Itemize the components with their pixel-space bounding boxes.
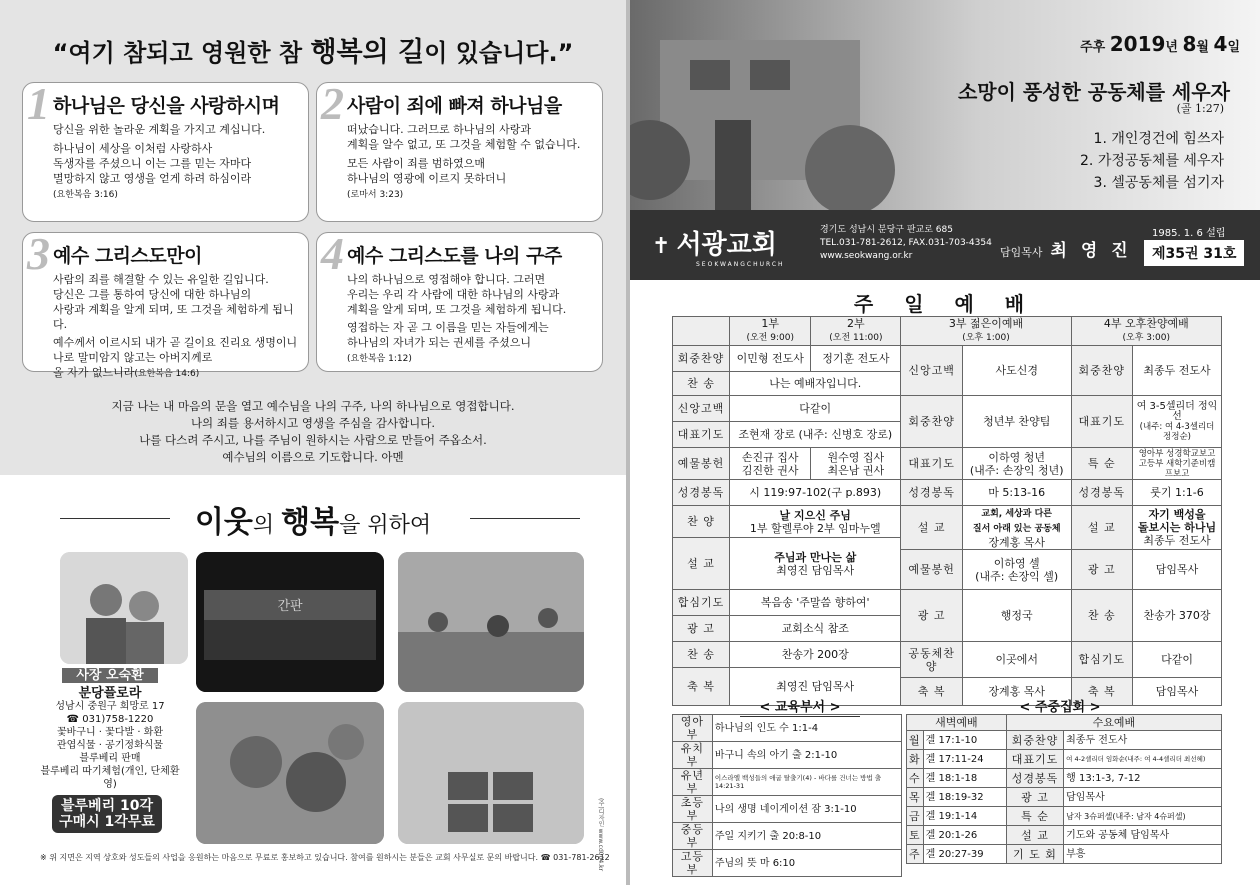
card-verse [347, 156, 592, 203]
card-number: 4 [321, 228, 344, 279]
row-label: 축 복 [1071, 678, 1132, 706]
dawn-reading: 겔 20:1-26 [923, 826, 1006, 845]
gospel-card-2 [316, 78, 603, 222]
table-cell: 최영진 담임목사 [730, 668, 901, 706]
row-label: 신앙고백 [901, 346, 962, 396]
table-corner [673, 317, 730, 346]
established-date: 1985. 1. 6 설립 [1152, 228, 1226, 239]
owner-line: 성남시 중원구 희망로 17 [55, 701, 165, 712]
shop-sign-text: 간판 [277, 599, 303, 614]
row-label: 신앙고백 [673, 396, 730, 422]
row-label: 회중찬양 [1071, 346, 1132, 396]
row-label: 성경봉독 [901, 480, 962, 506]
dept-name: 중등부 [673, 823, 713, 850]
table-cell [1133, 506, 1222, 550]
bulletin-date [1080, 32, 1240, 56]
promo-line: 구매시 1각무료 [59, 814, 155, 830]
service-3-header [901, 317, 1071, 346]
card-line: 사랑과 계획을 알게 되며, 또 그것을 체험하게 됩니다. [53, 303, 294, 331]
owner-line: 꽃바구니 · 꽃다발 · 화환 [56, 727, 163, 738]
card-number: 2 [321, 78, 344, 129]
wednesday-item: 여 4-2셀리더 임화순(내주: 여 4-4셀리더 최선혜) [1064, 750, 1222, 769]
card-line: 계획을 알게 되며, 또 그것을 체험하게 됩니다. [347, 303, 567, 316]
card-number: 3 [27, 228, 50, 279]
row-label: 설 교 [673, 538, 730, 590]
worship-table [672, 316, 1222, 706]
children-image [398, 552, 584, 692]
dawn-reading: 겔 17:11-24 [923, 750, 1006, 769]
card-line: 멸망하지 않고 영생을 얻게 하려 하심이라 [53, 172, 252, 185]
prayer-line: 나의 죄를 용서하시고 영생을 주심을 감사합니다. [190, 416, 436, 430]
cell-line: 1부 할렐루야 2부 임마누엘 [749, 521, 881, 535]
dept-name: 초등부 [673, 796, 713, 823]
owner-info [40, 668, 180, 791]
dept-name: 고등부 [673, 850, 713, 877]
right-page [630, 0, 1260, 885]
wednesday-item: 행 13:1-3, 7-12 [1064, 769, 1222, 788]
row-label: 합심기도 [1071, 642, 1132, 678]
blueberry-boxes-image [398, 702, 584, 844]
cell-line: (내주: 손장익 청년) [969, 463, 1064, 477]
dawn-reading: 겔 20:27-39 [923, 845, 1006, 864]
cell-line: 장계홍 목사 [988, 536, 1046, 549]
table-cell [730, 448, 811, 480]
dept-name: 영아부 [673, 715, 713, 742]
weekday: 목 [907, 788, 924, 807]
table-cell: 담임목사 [1133, 678, 1222, 706]
service-1-header [730, 317, 811, 346]
cell-line: (내주: 여 4-3셀리더 정정순) [1139, 421, 1215, 442]
date-prefix: 주후 [1080, 40, 1110, 55]
cell-line: 이하영 청년 [988, 450, 1046, 464]
cell-line: 돌보시는 하나님 [1137, 521, 1217, 534]
table-cell [962, 506, 1071, 550]
owner-photo [60, 552, 188, 664]
education-title: < 교육부서 > [740, 696, 860, 717]
worship-title: 주 일 예 배 [853, 292, 1037, 316]
card-verse [347, 320, 592, 367]
weekday: 금 [907, 807, 924, 826]
table-cell: 다같이 [730, 396, 901, 422]
card-line: 당신을 위한 놀라운 계획을 가지고 계십니다. [53, 123, 266, 136]
weekday: 토 [907, 826, 924, 845]
shop-night-photo [196, 552, 384, 692]
card-line: 영접하는 자 곧 그 이름을 믿는 자들에게는 [347, 321, 549, 334]
hero-banner [630, 0, 1260, 210]
card-line: 나로 말미암지 않고는 아버지께로 [53, 351, 213, 364]
card-title: 하나님은 당신을 사랑하시며 [53, 95, 280, 117]
weekday: 주 [907, 845, 924, 864]
header-label: 3부 젊은이예배 [948, 317, 1024, 330]
cell-line: 교회, 세상과 다른 [981, 509, 1052, 519]
promo-line: 블루베리 10각 [61, 798, 153, 814]
row-label: 회중찬양 [673, 346, 730, 372]
card-line: 떠났습니다. 그러므로 하나님의 사랑과 [347, 123, 532, 136]
card-ref: (로마서 3:23) [347, 190, 404, 200]
header-time: (오후 1:00) [962, 333, 1010, 343]
owner-portrait-image [60, 552, 188, 664]
table-cell [1133, 448, 1222, 480]
table-cell: 장계홍 목사 [962, 678, 1071, 706]
dept-lesson: 바구니 속의 아기 출 2:1-10 [712, 742, 901, 769]
cell-line: 김진한 권사 [741, 463, 799, 477]
church-logo [652, 224, 785, 268]
row-label: 회중찬양 [1006, 731, 1063, 750]
header-time: (오전 9:00) [746, 333, 794, 343]
card-line: 사람의 죄를 해결할 수 있는 유일한 길입니다. [53, 273, 269, 286]
card-ref: (요한복음 14:6) [134, 369, 200, 379]
weekday: 수 [907, 769, 924, 788]
table-cell: 시 119:97-102(구 p.893) [730, 480, 901, 506]
dept-lesson: 하나님의 인도 수 1:1-4 [712, 715, 901, 742]
volume-number: 제35권 31호 [1144, 240, 1244, 266]
row-label: 축 복 [673, 668, 730, 706]
table-cell [811, 448, 901, 480]
headline-bold: 행복의 길 [310, 37, 425, 68]
card-verse [53, 335, 298, 382]
header-label: 4부 오후찬양예배 [1103, 317, 1189, 330]
shop-name: 분당플로라 [78, 686, 142, 701]
row-label: 합심기도 [673, 590, 730, 616]
education-table [672, 714, 902, 877]
card-ref: (요한복음 3:16) [53, 190, 118, 200]
row-label: 공동체찬양 [901, 642, 962, 678]
date-year: 2019 [1109, 32, 1166, 56]
table-cell: 나는 예배자입니다. [730, 372, 901, 396]
title-part: 을 위하여 [339, 513, 432, 538]
shop-front-image [196, 552, 384, 692]
date-unit: 월 [1196, 40, 1214, 55]
wednesday-item: 담임목사 [1064, 788, 1222, 807]
card-text [53, 122, 298, 137]
row-label: 찬 송 [1071, 590, 1132, 642]
card-ref: (요한복음 1:12) [347, 354, 412, 364]
wednesday-item: 남자 3슈퍼셀(내주: 남자 4슈퍼셀) [1064, 807, 1222, 826]
cell-line: 질서 아래 있는 공동체 [972, 524, 1061, 534]
table-cell: 이곳에서 [962, 642, 1071, 678]
card-verse [53, 141, 298, 203]
dept-lesson: 나의 생명 네이게이션 잠 3:1-10 [712, 796, 901, 823]
pastor-label: 담임목사 [1000, 246, 1043, 259]
card-line: 계획을 알수 없고, 또 그것을 체험할 수 없습니다. [347, 138, 581, 151]
gospel-card-3 [22, 228, 309, 379]
year-goals [1080, 128, 1224, 194]
weekly-table [906, 714, 1222, 864]
dept-lesson: 이스라엘 백성들의 애굽 탈출기(4) - 바다를 건너는 방법 출 14:21-31 [712, 769, 901, 796]
cell-line: 손진규 집사 [741, 450, 799, 464]
cell-line: (내주: 손장익 셀) [975, 569, 1059, 583]
table-cell: 청년부 찬양팀 [962, 396, 1071, 448]
blueberry-bush-photo [196, 702, 384, 844]
row-label: 회중찬양 [901, 396, 962, 448]
card-line: 예수께서 이르시되 내가 곧 길이요 진리요 생명이니 [53, 336, 298, 349]
table-cell [962, 550, 1071, 590]
row-label: 대표기도 [1006, 750, 1063, 769]
title-part: 이웃 [194, 505, 253, 540]
prayer-text [0, 398, 626, 466]
left-page [0, 0, 626, 885]
row-label: 광 고 [673, 616, 730, 642]
table-cell [962, 448, 1071, 480]
table-cell: 최종두 전도사 [1133, 346, 1222, 396]
row-label: 대표기도 [673, 422, 730, 448]
table-cell: 교회소식 참조 [730, 616, 901, 642]
table-cell: 이민형 전도사 [730, 346, 811, 372]
card-line: 나의 하나님으로 영접해야 합니다. 그러면 [347, 273, 546, 286]
pastor-info [1000, 236, 1132, 261]
blueberry-boxes-photo [398, 702, 584, 844]
row-label: 찬 송 [673, 372, 730, 396]
table-cell: 찬송가 200장 [730, 642, 901, 668]
dawn-reading: 겔 17:1-10 [923, 731, 1006, 750]
date-unit: 일 [1227, 40, 1240, 55]
table-cell: 룻기 1:1-6 [1133, 480, 1222, 506]
wednesday-header: 수요예배 [1006, 715, 1221, 731]
card-line: 하나님의 자녀가 되는 권세를 주셨으니 [347, 336, 532, 349]
dawn-header: 새벽예배 [907, 715, 1007, 731]
prayer-line: 예수님의 이름으로 기도합니다. 아멘 [222, 450, 404, 464]
table-cell: 마 5:13-16 [962, 480, 1071, 506]
prayer-line: 나를 다스려 주시고, 나를 주님이 원하시는 사람으로 만들어 주옵소서. [139, 433, 487, 447]
gospel-card-4 [316, 228, 603, 372]
wednesday-item: 최종두 전도사 [1064, 731, 1222, 750]
church-address [820, 224, 992, 263]
children-photo [398, 552, 584, 692]
blueberry-bush-image [196, 702, 384, 844]
cell-line: 고등부 새학기준비캠프보고 [1138, 458, 1216, 479]
weekly-title: < 주중집회 > [990, 696, 1130, 717]
row-label: 설 교 [1071, 506, 1132, 550]
dawn-reading: 겔 18:19-32 [923, 788, 1006, 807]
table-cell: 사도신경 [962, 346, 1071, 396]
dept-lesson: 주님의 뜻 마 6:10 [712, 850, 901, 877]
wednesday-item: 기도와 공동체 담임목사 [1064, 826, 1222, 845]
row-label: 대표기도 [901, 448, 962, 480]
card-line: 우리는 우리 각 사람에 대한 하나님의 사랑과 [347, 288, 560, 301]
dept-lesson: 주일 지키기 출 20:8-10 [712, 823, 901, 850]
website-line: www.seokwang.or.kr [820, 251, 913, 261]
card-line: 하나님이 세상을 이처럼 사랑하사 [53, 142, 213, 155]
design-credit: (주)디자인 www.cd004.kr [597, 798, 604, 872]
title-part: 행복 [281, 505, 340, 540]
table-cell [730, 506, 901, 538]
card-title: 사람이 죄에 빠져 하나님을 [347, 95, 562, 117]
title-part: 의 [252, 513, 282, 538]
headline-pre: “여기 참되고 영원한 참 [52, 39, 311, 67]
logo-icon: ✝ [652, 234, 671, 259]
cell-line: 최은남 권사 [827, 463, 885, 477]
header-time: (오후 3:00) [1122, 333, 1171, 343]
table-cell: 복음송 '주말씀 향하여' [730, 590, 901, 616]
cell-line: 이하영 셀 [993, 556, 1040, 570]
header-label: 1부 [761, 317, 780, 330]
card-line: 당신은 그를 통하여 당신에 대한 하나님의 [53, 288, 252, 301]
table-cell: 행정국 [962, 590, 1071, 642]
service-2-header [811, 317, 901, 346]
prayer-line: 지금 나는 내 마음의 문을 열고 예수님을 나의 구주, 나의 하나님으로 영접합니다. [111, 399, 515, 413]
pastor-name: 최 영 진 [1050, 241, 1132, 261]
row-label: 찬 양 [673, 506, 730, 538]
date-day: 4 [1213, 32, 1228, 56]
header-label: 2부 [847, 317, 865, 330]
church-info-band [630, 210, 1260, 280]
service-4-header [1071, 317, 1221, 346]
table-cell [730, 538, 901, 590]
headline-post: 이 있습니다.” [424, 39, 574, 67]
owner-name-tag: 사장 오숙환 [62, 668, 157, 683]
table-cell: 정기훈 전도사 [811, 346, 901, 372]
card-text [347, 122, 592, 152]
gospel-card-1 [22, 78, 309, 222]
row-label: 기 도 회 [1006, 845, 1063, 864]
row-label: 대표기도 [1071, 396, 1132, 448]
church-name-en: SEOKWANGCHURCH [696, 261, 785, 268]
table-cell [1133, 396, 1222, 448]
card-line: 모든 사람이 죄를 범하였으매 [347, 157, 486, 170]
theme-ref: (골 1:27) [1176, 102, 1224, 115]
card-text [53, 272, 298, 332]
goal-item: 1. 개인경건에 힘쓰자 [1093, 131, 1224, 147]
row-label: 광 고 [901, 590, 962, 642]
row-label: 성경봉독 [1071, 480, 1132, 506]
goal-item: 2. 가정공동체를 세우자 [1080, 153, 1224, 169]
goal-item: 3. 셀공동체를 섬기자 [1093, 175, 1224, 191]
row-label: 예물봉헌 [901, 550, 962, 590]
row-label: 축 복 [901, 678, 962, 706]
row-label: 광 고 [1071, 550, 1132, 590]
card-text [347, 272, 592, 317]
date-unit: 년 [1165, 40, 1183, 55]
cell-line: 자기 백성을 [1148, 508, 1206, 521]
cell-line: 최종두 전도사 [1143, 534, 1211, 547]
table-cell: 다같이 [1133, 642, 1222, 678]
address-line: 경기도 성남시 분당구 판교로 685 [820, 225, 953, 235]
cell-line: 원수영 집사 [827, 450, 885, 464]
row-label: 찬 송 [673, 642, 730, 668]
row-label: 설 교 [901, 506, 962, 550]
cell-line: 영아부 성경학교보고 [1138, 448, 1216, 459]
owner-line: 블루베리 판매 [79, 753, 141, 764]
cell-line: 최영진 담임목사 [776, 563, 855, 577]
year-theme: 소망이 풍성한 공동체를 세우자 [957, 80, 1230, 104]
church-name: 서광교회 [676, 230, 777, 260]
dawn-reading: 겔 18:1-18 [923, 769, 1006, 788]
header-time: (오전 11:00) [829, 333, 883, 343]
weekday: 월 [907, 731, 924, 750]
row-label: 성경봉독 [1006, 769, 1063, 788]
row-label: 성경봉독 [673, 480, 730, 506]
footer-note: ※ 위 지면은 지역 상호와 성도들의 사업을 응원하는 마음으로 무료로 홍보하고 있습니다. 참여를 원하시는 분들은 교회 사무실로 문의 바랍니다. ☎ 031-781-2612 [40, 853, 610, 862]
phone-line: TEL.031-781-2612, FAX.031-703-4354 [820, 238, 992, 248]
table-cell: 찬송가 370장 [1133, 590, 1222, 642]
owner-line: 관엽식물 · 공기정화식물 [56, 740, 164, 751]
owner-line: 블루베리 따기체험(개인, 단체환영) [40, 766, 180, 790]
table-cell: 조현재 장로 (내주: 신병호 장로) [730, 422, 901, 448]
row-label: 예물봉헌 [673, 448, 730, 480]
table-cell: 담임목사 [1133, 550, 1222, 590]
card-line: 독생자를 주셨으니 이는 그를 믿는 자마다 [53, 157, 252, 170]
card-line: 올 자가 없느니라 [53, 366, 135, 379]
card-title: 예수 그리스도만이 [53, 245, 202, 267]
row-label: 특 순 [1071, 448, 1132, 480]
cell-line: 주님과 만나는 삶 [774, 550, 857, 564]
weekday: 화 [907, 750, 924, 769]
neighbor-title [0, 497, 626, 541]
wednesday-item: 부흥 [1064, 845, 1222, 864]
dept-name: 유년부 [673, 769, 713, 796]
gospel-headline [0, 30, 626, 69]
row-label: 특 순 [1006, 807, 1063, 826]
date-month: 8 [1182, 32, 1197, 56]
cell-line: 여 3-5셀리더 정익선 [1136, 400, 1218, 422]
cell-line: 날 지으신 주님 [779, 508, 851, 522]
card-title: 예수 그리스도를 나의 구주 [347, 245, 562, 267]
dept-name: 유치부 [673, 742, 713, 769]
card-number: 1 [27, 78, 50, 129]
card-line: 하나님의 영광에 이르지 못하더니 [347, 172, 507, 185]
promo-badge [52, 795, 162, 833]
owner-line: ☎ 031)758-1220 [66, 714, 154, 725]
row-label: 광 고 [1006, 788, 1063, 807]
dawn-reading: 겔 19:1-14 [923, 807, 1006, 826]
row-label: 설 교 [1006, 826, 1063, 845]
